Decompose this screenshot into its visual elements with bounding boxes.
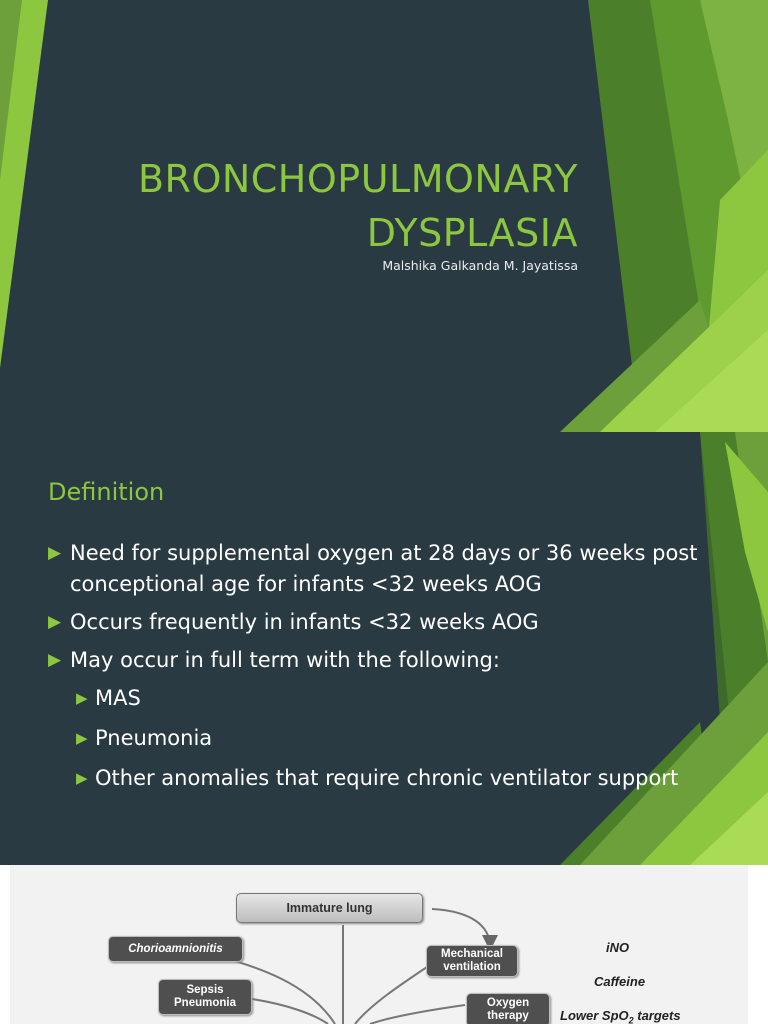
bullet-text: May occur in full term with the following: (70, 648, 500, 672)
sub-bullet-text: Other anomalies that require chronic ventilator support (95, 766, 679, 790)
slide-title-line2: DYSPLASIA (366, 211, 578, 255)
lower-spo2-label: Lower SpO (560, 1008, 629, 1023)
chorioamnionitis-label: Chorioamnionitis (128, 942, 223, 955)
immature-lung-box (236, 893, 423, 923)
immature-lung-label: Immature lung (286, 900, 373, 915)
bullet-item (48, 538, 708, 600)
mechanical-label: Mechanical (441, 948, 503, 960)
mechanical-ventilation-box (426, 945, 518, 977)
pneumonia-label: Pneumonia (174, 997, 236, 1009)
ino-text: iNO (606, 940, 630, 955)
bullet-text: Need for supplemental oxygen at 28 days or 36 weeks post conceptional age for infants <32 weeks AOG (70, 541, 698, 596)
caffeine-text: Caffeine (594, 974, 646, 989)
sepsis-pneumonia-box (158, 979, 252, 1015)
sub-bullet-item (48, 763, 708, 794)
ventilation-label: ventilation (443, 961, 501, 973)
spo2-subscript: 2 (628, 1015, 634, 1024)
definition-slide (0, 432, 768, 865)
title-slide (0, 0, 768, 432)
sub-bullet-arrow-icon: ▶ (76, 689, 88, 707)
chorioamnionitis-box (108, 936, 243, 962)
bullet-arrow-icon: ▶ (48, 543, 62, 563)
slide-title-line1: BRONCHOPULMONARY (137, 157, 578, 201)
bullet-item (48, 607, 708, 638)
bpd-pathogenesis-diagram (10, 865, 748, 1024)
oxygen-label: Oxygen (486, 997, 530, 1009)
lower-spo2-targets-text (560, 1008, 681, 1024)
targets-label: targets (633, 1008, 681, 1023)
bullet-list (48, 538, 708, 803)
sub-bullet-item (48, 683, 708, 714)
sub-bullet-text: Pneumonia (95, 726, 213, 750)
bullet-arrow-icon: ▶ (48, 612, 62, 632)
therapy-label: therapy (487, 1010, 529, 1022)
bullet-arrow-icon: ▶ (48, 650, 62, 670)
sub-bullet-arrow-icon: ▶ (76, 729, 88, 747)
sub-bullet-text: MAS (95, 686, 141, 710)
sepsis-label: Sepsis (186, 984, 224, 996)
bullet-text: Occurs frequently in infants <32 weeks AOG (70, 610, 539, 634)
sub-bullet-arrow-icon: ▶ (76, 769, 88, 787)
section-heading: Definition (48, 478, 165, 506)
bullet-item (48, 645, 708, 676)
sub-bullet-item (48, 723, 708, 754)
author-subtitle: Malshika Galkanda M. Jayatissa (382, 258, 578, 273)
oxygen-therapy-box (466, 993, 550, 1024)
slide-title (138, 152, 578, 260)
